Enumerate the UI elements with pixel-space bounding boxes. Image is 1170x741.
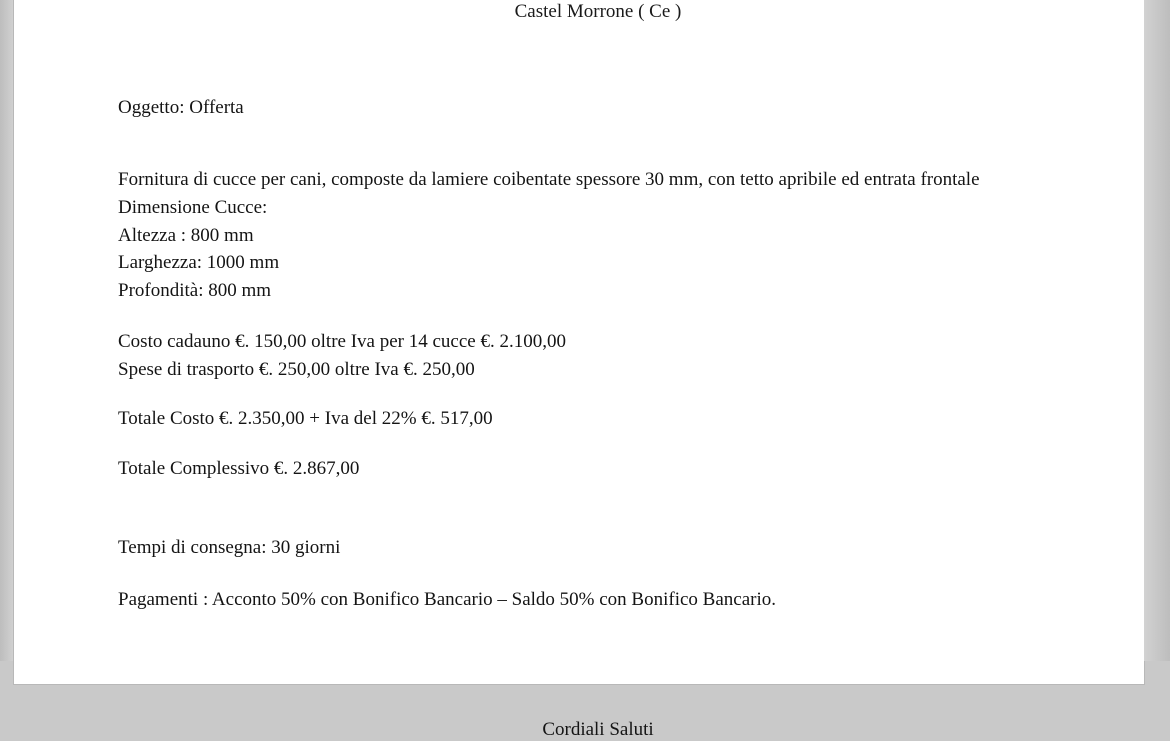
dimension-width: Larghezza: 1000 mm [118, 252, 280, 274]
document-subject: Oggetto: Offerta [118, 96, 244, 118]
page-right-shadow [1144, 0, 1170, 661]
offer-intro-line: Fornitura di cucce per cani, composte da lamiere coibentate spessore 30 mm, con tetto apribile ed entrata frontale [118, 169, 980, 191]
document-content [118, 0, 1078, 741]
document-header-location: Castel Morrone ( Ce ) [514, 1, 682, 22]
dimension-height: Altezza : 800 mm [118, 224, 254, 246]
closing-salutation: Cordiali Saluti [542, 719, 654, 741]
document-page [14, 0, 1144, 741]
delivery-time-line: Tempi di consegna: 30 giorni [118, 537, 341, 559]
page-left-shadow [0, 0, 14, 661]
total-overall-line: Totale Complessivo €. 2.867,00 [118, 457, 360, 479]
dimension-depth: Profondità: 800 mm [118, 279, 272, 301]
cost-per-unit-line: Costo cadauno €. 150,00 oltre Iva per 14 cucce €. 2.100,00 [118, 331, 566, 353]
dimensions-title: Dimensione Cucce: [118, 196, 268, 218]
payment-terms-line: Pagamenti : Acconto 50% con Bonifico Bancario – Saldo 50% con Bonifico Bancario. [118, 588, 776, 610]
total-cost-line: Totale Costo €. 2.350,00 + Iva del 22% €. 517,00 [118, 408, 493, 430]
shipping-cost-line: Spese di trasporto €. 250,00 oltre Iva €. 250,00 [118, 358, 475, 380]
